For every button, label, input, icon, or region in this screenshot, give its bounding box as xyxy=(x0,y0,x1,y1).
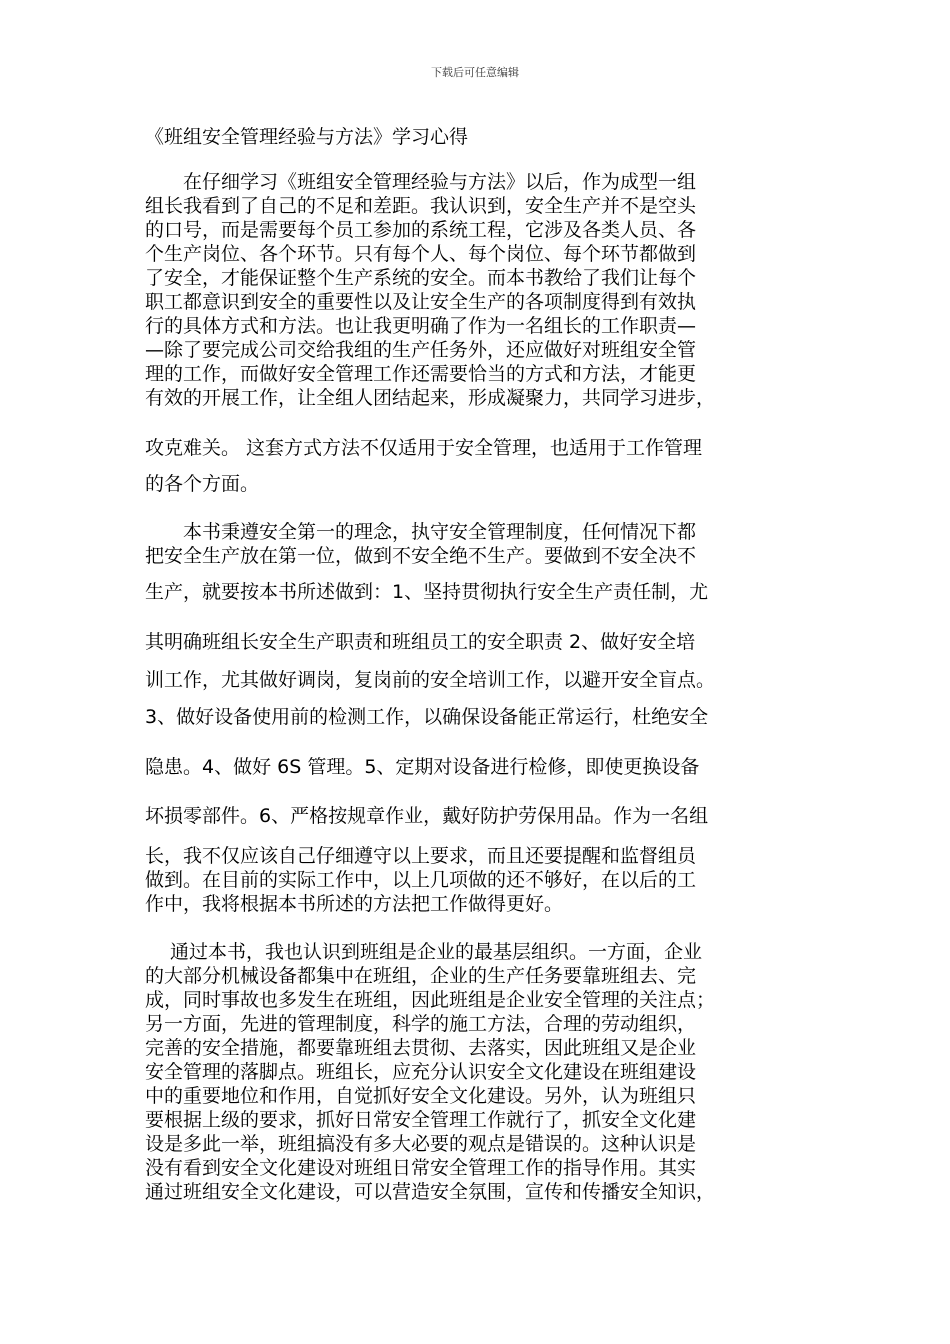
paragraph-3-line: 没有看到安全文化建设对班组日常安全管理工作的指导作用。其实 xyxy=(145,1157,697,1179)
paragraph-2-line: 本书秉遵安全第一的理念，执守安全管理制度，任何情况下都 xyxy=(145,521,697,543)
paragraph-1-line: 有效的开展工作，让全组人团结起来，形成凝聚力，共同学习进步， xyxy=(145,387,716,409)
paragraph-1-line: 的各个方面。 xyxy=(145,473,260,495)
paragraph-2-line: 训工作，尤其做好调岗，复岗前的安全培训工作，以避开安全盲点。 xyxy=(145,669,716,691)
paragraph-1-line: 在仔细学习《班组安全管理经验与方法》以后，作为成型一组 xyxy=(145,171,697,193)
paragraph-2-line: 做到。在目前的实际工作中，以上几项做的还不够好，在以后的工 xyxy=(145,869,697,891)
paragraph-3-line: 另一方面，先进的管理制度，科学的施工方法，合理的劳动组织， xyxy=(145,1013,697,1035)
paragraph-3-line: 通过班组安全文化建设，可以营造安全氛围，宣传和传播安全知识， xyxy=(145,1181,716,1203)
paragraph-3-line: 设是多此一举，班组搞没有多大必要的观点是错误的。这种认识是 xyxy=(145,1133,697,1155)
paragraph-2-line: 把安全生产放在第一位，做到不安全绝不生产。要做到不安全决不 xyxy=(145,545,697,567)
paragraph-2-line: 长，我不仅应该自己仔细遵守以上要求，而且还要提醒和监督组员 xyxy=(145,845,697,867)
paragraph-1-line: 行的具体方式和方法。也让我更明确了作为一名组长的工作职责— xyxy=(145,315,697,337)
paragraph-3-line: 安全管理的落脚点。班组长，应充分认识安全文化建设在班组建设 xyxy=(145,1061,697,1083)
paragraph-2-line: 其明确班组长安全生产职责和班组员工的安全职责 2、做好安全培 xyxy=(145,631,696,653)
paragraph-1-line: 了安全，才能保证整个生产系统的安全。而本书教给了我们让每个 xyxy=(145,267,697,289)
paragraph-3-line: 的大部分机械设备都集中在班组，企业的生产任务要靠班组去、完 xyxy=(145,965,697,987)
paragraph-2-line: 隐患。4、做好 6S 管理。5、定期对设备进行检修，即使更换设备 xyxy=(145,756,700,778)
paragraph-3-line: 完善的安全措施，都要靠班组去贯彻、去落实，因此班组又是企业 xyxy=(145,1037,697,1059)
paragraph-3-line: 成，同时事故也多发生在班组，因此班组是企业安全管理的关注点； xyxy=(145,989,716,1011)
paragraph-3-line: 通过本书，我也认识到班组是企业的最基层组织。一方面，企业 xyxy=(145,941,703,963)
paragraph-1-line: 职工都意识到安全的重要性以及让安全生产的各项制度得到有效执 xyxy=(145,291,697,313)
paragraph-2-line: 3、做好设备使用前的检测工作，以确保设备能正常运行，杜绝安全 xyxy=(145,706,709,728)
paragraph-1-line: 理的工作，而做好安全管理工作还需要恰当的方式和方法，才能更 xyxy=(145,363,697,385)
document-title: 《班组安全管理经验与方法》学习心得 xyxy=(145,126,469,148)
paragraph-1-line: 的口号，而是需要每个员工参加的系统工程，它涉及各类人员、各 xyxy=(145,219,697,241)
paragraph-2-line: 作中，我将根据本书所述的方法把工作做得更好。 xyxy=(145,893,564,915)
paragraph-3-line: 中的重要地位和作用，自觉抓好安全文化建设。另外，认为班组只 xyxy=(145,1085,697,1107)
paragraph-1-line: —除了要完成公司交给我组的生产任务外，还应做好对班组安全管 xyxy=(145,339,697,361)
page-header-note: 下载后可任意编辑 xyxy=(431,66,519,79)
paragraph-2-line: 生产，就要按本书所述做到：1、坚持贯彻执行安全生产责任制，尤 xyxy=(145,581,709,603)
paragraph-2-line: 坏损零部件。6、严格按规章作业，戴好防护劳保用品。作为一名组 xyxy=(145,805,709,827)
paragraph-1-line: 个生产岗位、各个环节。只有每个人、每个岗位、每个环节都做到 xyxy=(145,243,697,265)
paragraph-3-line: 要根据上级的要求，抓好日常安全管理工作就行了，抓安全文化建 xyxy=(145,1109,697,1131)
paragraph-1-line: 组长我看到了自己的不足和差距。我认识到，安全生产并不是空头 xyxy=(145,195,697,217)
paragraph-1-line: 攻克难关。 这套方式方法不仅适用于安全管理，也适用于工作管理 xyxy=(145,437,703,459)
